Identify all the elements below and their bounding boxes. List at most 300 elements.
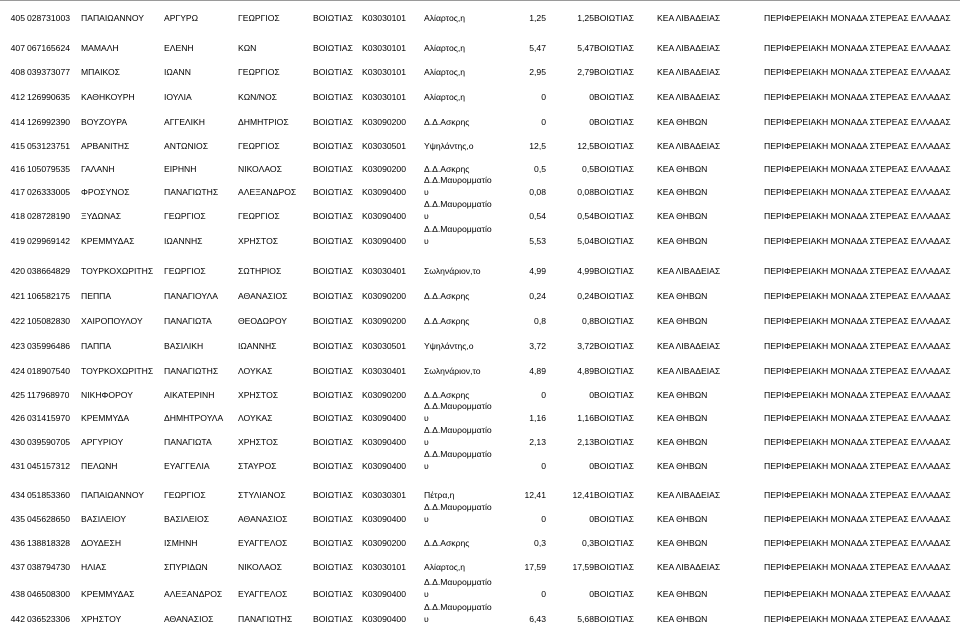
locality-cell: Δ.Δ.Μαυρομματίο (424, 199, 492, 209)
value-1-cell: 5,47 (529, 43, 546, 53)
afm-cell: 045628650 (27, 514, 71, 524)
locality-cell: Αλίαρτος,η (424, 92, 466, 102)
prefecture-cell: ΒΟΙΩΤΙΑΣ (313, 490, 353, 500)
prefecture-cell: ΒΟΙΩΤΙΑΣ (313, 316, 353, 326)
value-2-cell: 4,89 (577, 366, 594, 376)
kea-office-cell: ΚΕΑ ΘΗΒΩΝ (657, 437, 708, 447)
value-2-cell: 17,59 (572, 562, 594, 572)
value-2-cell: 0 (589, 92, 594, 102)
value-1-cell: 0 (541, 390, 546, 400)
value-2-cell: 0 (589, 514, 594, 524)
value-1-cell: 3,72 (529, 341, 546, 351)
prefecture-cell: ΒΟΙΩΤΙΑΣ (313, 13, 353, 23)
area-code-cell: K03090200 (362, 538, 406, 548)
value-1-cell: 0,08 (529, 187, 546, 197)
area-code-cell: K03030501 (362, 341, 406, 351)
afm-cell: 029969142 (27, 236, 71, 246)
father-name-cell: ΑΛΕΞΑΝΔΡΟΣ (238, 187, 297, 197)
area-code-cell: K03090200 (362, 390, 406, 400)
father-name-cell: ΑΘΑΝΑΣΙΟΣ (238, 514, 288, 524)
afm-cell: 117968970 (27, 390, 70, 400)
surname-cell: ΠΑΠΑΙΩΑΝΝΟΥ (81, 490, 144, 500)
first-name-cell: ΕΛΕΝΗ (164, 43, 194, 53)
locality-cell: Δ.Δ.Μαυρομματίο (424, 175, 492, 185)
prefecture-2-cell: ΒΟΙΩΤΙΑΣ (594, 117, 634, 127)
kea-office-cell: ΚΕΑ ΘΗΒΩΝ (657, 413, 708, 423)
value-1-cell: 1,16 (529, 413, 546, 423)
value-1-cell: 0,24 (529, 291, 546, 301)
value-2-cell: 0,24 (577, 291, 594, 301)
area-code-cell: K03090400 (362, 413, 406, 423)
prefecture-cell: ΒΟΙΩΤΙΑΣ (313, 437, 353, 447)
surname-cell: ΓΑΛΑΝΗ (81, 164, 115, 174)
surname-cell: ΚΡΕΜΜΥΔΑ (81, 413, 130, 423)
value-1-cell: 2,95 (529, 67, 546, 77)
first-name-cell: ΑΙΚΑΤΕΡΙΝΗ (164, 390, 215, 400)
first-name-cell: ΒΑΣΙΛΕΙΟΣ (164, 514, 210, 524)
region-cell: ΠΕΡΙΦΕΡΕΙΑΚΗ ΜΟΝΑΔΑ ΣΤΕΡΕΑΣ ΕΛΛΑΔΑΣ (764, 141, 951, 151)
area-code-cell: K03030101 (362, 92, 406, 102)
prefecture-2-cell: ΒΟΙΩΤΙΑΣ (594, 266, 634, 276)
locality-cell-continued: υ (424, 461, 429, 471)
father-name-cell: ΣΩΤΗΡΙΟΣ (238, 266, 282, 276)
region-cell: ΠΕΡΙΦΕΡΕΙΑΚΗ ΜΟΝΑΔΑ ΣΤΕΡΕΑΣ ΕΛΛΑΔΑΣ (764, 92, 951, 102)
father-name-cell: ΓΕΩΡΓΙΟΣ (238, 13, 280, 23)
locality-cell: Δ.Δ.Μαυρομματίο (424, 449, 492, 459)
afm-cell: 039590705 (27, 437, 71, 447)
first-name-cell: ΔΗΜΗΤΡΟΥΛΑ (164, 413, 224, 423)
table-row (0, 449, 960, 472)
prefecture-cell: ΒΟΙΩΤΙΑΣ (313, 236, 353, 246)
prefecture-cell: ΒΟΙΩΤΙΑΣ (313, 366, 353, 376)
locality-cell: Αλίαρτος,η (424, 562, 466, 572)
prefecture-2-cell: ΒΟΙΩΤΙΑΣ (594, 187, 634, 197)
first-name-cell: ΒΑΣΙΛΙΚΗ (164, 341, 204, 351)
value-2-cell: 1,16 (577, 413, 594, 423)
table-row (0, 199, 960, 222)
prefecture-2-cell: ΒΟΙΩΤΙΑΣ (594, 92, 634, 102)
prefecture-2-cell: ΒΟΙΩΤΙΑΣ (594, 341, 634, 351)
kea-office-cell: ΚΕΑ ΛΙΒΑΔΕΙΑΣ (657, 13, 721, 23)
father-name-cell: ΧΡΗΣΤΟΣ (238, 236, 279, 246)
first-name-cell: ΙΩΑΝΝΗΣ (164, 236, 203, 246)
value-1-cell: 17,59 (524, 562, 546, 572)
first-name-cell: ΕΥΑΓΓΕΛΙΑ (164, 461, 210, 471)
prefecture-cell: ΒΟΙΩΤΙΑΣ (313, 141, 353, 151)
top-border (0, 0, 960, 2)
locality-cell-continued: υ (424, 437, 429, 447)
locality-cell: Υψηλάντης,ο (424, 141, 474, 151)
surname-cell: ΠΑΠΑΙΩΑΝΝΟΥ (81, 13, 144, 23)
region-cell: ΠΕΡΙΦΕΡΕΙΑΚΗ ΜΟΝΑΔΑ ΣΤΕΡΕΑΣ ΕΛΛΑΔΑΣ (764, 614, 951, 624)
locality-cell: Υψηλάντης,ο (424, 341, 474, 351)
area-code-cell: K03090200 (362, 291, 406, 301)
prefecture-2-cell: ΒΟΙΩΤΙΑΣ (594, 461, 634, 471)
kea-office-cell: ΚΕΑ ΘΗΒΩΝ (657, 316, 708, 326)
afm-cell: 106582175 (27, 291, 71, 301)
kea-office-cell: ΚΕΑ ΘΗΒΩΝ (657, 614, 708, 624)
table-row (0, 502, 960, 525)
region-cell: ΠΕΡΙΦΕΡΕΙΑΚΗ ΜΟΝΑΔΑ ΣΤΕΡΕΑΣ ΕΛΛΑΔΑΣ (764, 366, 951, 376)
row-number-cell: 414 (10, 117, 25, 127)
value-1-cell: 0 (541, 117, 546, 127)
region-cell: ΠΕΡΙΦΕΡΕΙΑΚΗ ΜΟΝΑΔΑ ΣΤΕΡΕΑΣ ΕΛΛΑΔΑΣ (764, 164, 951, 174)
region-cell: ΠΕΡΙΦΕΡΕΙΑΚΗ ΜΟΝΑΔΑ ΣΤΕΡΕΑΣ ΕΛΛΑΔΑΣ (764, 236, 951, 246)
first-name-cell: ΠΑΝΑΓΙΩΤΗΣ (164, 187, 219, 197)
prefecture-cell: ΒΟΙΩΤΙΑΣ (313, 562, 353, 572)
prefecture-2-cell: ΒΟΙΩΤΙΑΣ (594, 490, 634, 500)
father-name-cell: ΓΕΩΡΓΙΟΣ (238, 141, 280, 151)
row-number-cell: 407 (10, 43, 25, 53)
row-number-cell: 417 (10, 187, 25, 197)
value-1-cell: 12,41 (524, 490, 546, 500)
first-name-cell: ΓΕΩΡΓΙΟΣ (164, 490, 206, 500)
prefecture-2-cell: ΒΟΙΩΤΙΑΣ (594, 13, 634, 23)
table-row (0, 340, 960, 352)
value-2-cell: 0 (589, 117, 594, 127)
father-name-cell: ΠΑΝΑΓΙΩΤΗΣ (238, 614, 293, 624)
afm-cell: 126990635 (27, 92, 71, 102)
prefecture-2-cell: ΒΟΙΩΤΙΑΣ (594, 413, 634, 423)
kea-office-cell: ΚΕΑ ΛΙΒΑΔΕΙΑΣ (657, 141, 721, 151)
value-2-cell: 5,04 (577, 236, 594, 246)
row-number-cell: 423 (10, 341, 25, 351)
surname-cell: ΜΠΑΙΚΟΣ (81, 67, 120, 77)
region-cell: ΠΕΡΙΦΕΡΕΙΑΚΗ ΜΟΝΑΔΑ ΣΤΕΡΕΑΣ ΕΛΛΑΔΑΣ (764, 413, 951, 423)
value-2-cell: 0,54 (577, 211, 594, 221)
surname-cell: ΑΡΒΑΝΙΤΗΣ (81, 141, 130, 151)
surname-cell: ΗΛΙΑΣ (81, 562, 107, 572)
row-number-cell: 420 (10, 266, 25, 276)
kea-office-cell: ΚΕΑ ΘΗΒΩΝ (657, 187, 708, 197)
prefecture-2-cell: ΒΟΙΩΤΙΑΣ (594, 390, 634, 400)
kea-office-cell: ΚΕΑ ΘΗΒΩΝ (657, 461, 708, 471)
value-2-cell: 1,25 (577, 13, 594, 23)
kea-office-cell: ΚΕΑ ΘΗΒΩΝ (657, 291, 708, 301)
area-code-cell: K03090400 (362, 211, 406, 221)
table-row (0, 401, 960, 424)
table-row (0, 42, 960, 54)
table-row (0, 91, 960, 103)
region-cell: ΠΕΡΙΦΕΡΕΙΑΚΗ ΜΟΝΑΔΑ ΣΤΕΡΕΑΣ ΕΛΛΑΔΑΣ (764, 461, 951, 471)
prefecture-cell: ΒΟΙΩΤΙΑΣ (313, 187, 353, 197)
father-name-cell: ΕΥΑΓΓΕΛΟΣ (238, 589, 288, 599)
prefecture-cell: ΒΟΙΩΤΙΑΣ (313, 461, 353, 471)
prefecture-2-cell: ΒΟΙΩΤΙΑΣ (594, 291, 634, 301)
area-code-cell: K03090400 (362, 589, 406, 599)
value-2-cell: 12,41 (572, 490, 594, 500)
value-2-cell: 0,3 (582, 538, 594, 548)
table-row (0, 489, 960, 501)
prefecture-2-cell: ΒΟΙΩΤΙΑΣ (594, 538, 634, 548)
surname-cell: ΚΡΕΜΜΥΔΑΣ (81, 589, 135, 599)
afm-cell: 105082830 (27, 316, 71, 326)
prefecture-cell: ΒΟΙΩΤΙΑΣ (313, 92, 353, 102)
afm-cell: 138818328 (27, 538, 71, 548)
surname-cell: ΚΡΕΜΜΥΔΑΣ (81, 236, 135, 246)
afm-cell: 051853360 (27, 490, 71, 500)
first-name-cell: ΑΡΓΥΡΩ (164, 13, 199, 23)
locality-cell: Δ.Δ.Μαυρομματίο (424, 224, 492, 234)
first-name-cell: ΠΑΝΑΓΙΟΥΛΑ (164, 291, 218, 301)
kea-office-cell: ΚΕΑ ΘΗΒΩΝ (657, 164, 708, 174)
value-1-cell: 1,25 (529, 13, 546, 23)
prefecture-2-cell: ΒΟΙΩΤΙΑΣ (594, 141, 634, 151)
prefecture-cell: ΒΟΙΩΤΙΑΣ (313, 589, 353, 599)
locality-cell: Δ.Δ.Ασκρης (424, 538, 470, 548)
locality-cell: Αλίαρτος,η (424, 43, 466, 53)
locality-cell: Αλίαρτος,η (424, 13, 466, 23)
value-1-cell: 0 (541, 514, 546, 524)
region-cell: ΠΕΡΙΦΕΡΕΙΑΚΗ ΜΟΝΑΔΑ ΣΤΕΡΕΑΣ ΕΛΛΑΔΑΣ (764, 13, 951, 23)
row-number-cell: 430 (10, 437, 25, 447)
row-number-cell: 436 (10, 538, 25, 548)
locality-cell: Δ.Δ.Μαυρομματίο (424, 401, 492, 411)
row-number-cell: 437 (10, 562, 25, 572)
prefecture-cell: ΒΟΙΩΤΙΑΣ (313, 67, 353, 77)
kea-office-cell: ΚΕΑ ΘΗΒΩΝ (657, 211, 708, 221)
region-cell: ΠΕΡΙΦΕΡΕΙΑΚΗ ΜΟΝΑΔΑ ΣΤΕΡΕΑΣ ΕΛΛΑΔΑΣ (764, 562, 951, 572)
kea-office-cell: ΚΕΑ ΘΗΒΩΝ (657, 117, 708, 127)
surname-cell: ΒΟΥΖΟΥΡΑ (81, 117, 128, 127)
prefecture-2-cell: ΒΟΙΩΤΙΑΣ (594, 211, 634, 221)
value-2-cell: 3,72 (577, 341, 594, 351)
kea-office-cell: ΚΕΑ ΛΙΒΑΔΕΙΑΣ (657, 490, 721, 500)
surname-cell: ΚΑΘΗΚΟΥΡΗ (81, 92, 135, 102)
father-name-cell: ΣΤΥΛΙΑΝΟΣ (238, 490, 286, 500)
prefecture-2-cell: ΒΟΙΩΤΙΑΣ (594, 366, 634, 376)
surname-cell: ΠΕΠΠΑ (81, 291, 112, 301)
afm-cell: 038664829 (27, 266, 71, 276)
first-name-cell: ΙΟΥΛΙΑ (164, 92, 192, 102)
row-number-cell: 418 (10, 211, 25, 221)
prefecture-2-cell: ΒΟΙΩΤΙΑΣ (594, 514, 634, 524)
kea-office-cell: ΚΕΑ ΘΗΒΩΝ (657, 589, 708, 599)
region-cell: ΠΕΡΙΦΕΡΕΙΑΚΗ ΜΟΝΑΔΑ ΣΤΕΡΕΑΣ ΕΛΛΑΔΑΣ (764, 490, 951, 500)
table-row (0, 577, 960, 600)
value-2-cell: 0 (589, 390, 594, 400)
prefecture-cell: ΒΟΙΩΤΙΑΣ (313, 43, 353, 53)
father-name-cell: ΧΡΗΣΤΟΣ (238, 437, 279, 447)
father-name-cell: ΚΩΝ/ΝΟΣ (238, 92, 277, 102)
kea-office-cell: ΚΕΑ ΛΙΒΑΔΕΙΑΣ (657, 341, 721, 351)
kea-office-cell: ΚΕΑ ΘΗΒΩΝ (657, 538, 708, 548)
area-code-cell: K03030101 (362, 562, 406, 572)
table-row (0, 365, 960, 377)
value-1-cell: 5,53 (529, 236, 546, 246)
locality-cell: Δ.Δ.Ασκρης (424, 291, 470, 301)
region-cell: ΠΕΡΙΦΕΡΕΙΑΚΗ ΜΟΝΑΔΑ ΣΤΕΡΕΑΣ ΕΛΛΑΔΑΣ (764, 437, 951, 447)
table-row (0, 12, 960, 24)
value-1-cell: 0 (541, 92, 546, 102)
area-code-cell: K03030401 (362, 266, 406, 276)
area-code-cell: K03030301 (362, 490, 406, 500)
surname-cell: ΦΡΟΣΥΝΟΣ (81, 187, 130, 197)
row-number-cell: 435 (10, 514, 25, 524)
kea-office-cell: ΚΕΑ ΛΙΒΑΔΕΙΑΣ (657, 67, 721, 77)
locality-cell: Σωληνάριον,το (424, 366, 481, 376)
afm-cell: 105079535 (27, 164, 71, 174)
row-number-cell: 431 (10, 461, 25, 471)
first-name-cell: ΑΝΤΩΝΙΟΣ (164, 141, 209, 151)
kea-office-cell: ΚΕΑ ΘΗΒΩΝ (657, 390, 708, 400)
area-code-cell: K03090400 (362, 514, 406, 524)
area-code-cell: K03090200 (362, 117, 406, 127)
first-name-cell: ΓΕΩΡΓΙΟΣ (164, 266, 206, 276)
area-code-cell: K03030101 (362, 67, 406, 77)
locality-cell: Δ.Δ.Ασκρης (424, 164, 470, 174)
table-row (0, 66, 960, 78)
afm-cell: 028728190 (27, 211, 71, 221)
father-name-cell: ΘΕΟΔΩΡΟΥ (238, 316, 287, 326)
kea-office-cell: ΚΕΑ ΛΙΒΑΔΕΙΑΣ (657, 92, 721, 102)
prefecture-cell: ΒΟΙΩΤΙΑΣ (313, 514, 353, 524)
area-code-cell: K03030501 (362, 141, 406, 151)
surname-cell: ΑΡΓΥΡΙΟΥ (81, 437, 124, 447)
value-2-cell: 2,79 (577, 67, 594, 77)
value-1-cell: 0,5 (534, 164, 546, 174)
afm-cell: 031415970 (27, 413, 71, 423)
row-number-cell: 422 (10, 316, 25, 326)
table-row (0, 315, 960, 327)
value-2-cell: 2,13 (577, 437, 594, 447)
row-number-cell: 405 (10, 13, 25, 23)
afm-cell: 036523306 (27, 614, 71, 624)
locality-cell: Δ.Δ.Μαυρομματίο (424, 502, 492, 512)
locality-cell: Αλίαρτος,η (424, 67, 466, 77)
table-row (0, 224, 960, 247)
first-name-cell: ΑΓΓΕΛΙΚΗ (164, 117, 205, 127)
row-number-cell: 421 (10, 291, 25, 301)
prefecture-cell: ΒΟΙΩΤΙΑΣ (313, 413, 353, 423)
value-2-cell: 12,5 (577, 141, 594, 151)
value-2-cell: 0 (589, 589, 594, 599)
surname-cell: ΤΟΥΡΚΟΧΩΡΙΤΗΣ (81, 266, 154, 276)
value-1-cell: 4,99 (529, 266, 546, 276)
table-row (0, 537, 960, 549)
region-cell: ΠΕΡΙΦΕΡΕΙΑΚΗ ΜΟΝΑΔΑ ΣΤΕΡΕΑΣ ΕΛΛΑΔΑΣ (764, 316, 951, 326)
region-cell: ΠΕΡΙΦΕΡΕΙΑΚΗ ΜΟΝΑΔΑ ΣΤΕΡΕΑΣ ΕΛΛΑΔΑΣ (764, 211, 951, 221)
afm-cell: 046508300 (27, 589, 71, 599)
prefecture-2-cell: ΒΟΙΩΤΙΑΣ (594, 164, 634, 174)
value-2-cell: 4,99 (577, 266, 594, 276)
afm-cell: 067165624 (27, 43, 71, 53)
area-code-cell: K03090400 (362, 437, 406, 447)
region-cell: ΠΕΡΙΦΕΡΕΙΑΚΗ ΜΟΝΑΔΑ ΣΤΕΡΕΑΣ ΕΛΛΑΔΑΣ (764, 291, 951, 301)
region-cell: ΠΕΡΙΦΕΡΕΙΑΚΗ ΜΟΝΑΔΑ ΣΤΕΡΕΑΣ ΕΛΛΑΔΑΣ (764, 187, 951, 197)
prefecture-2-cell: ΒΟΙΩΤΙΑΣ (594, 589, 634, 599)
prefecture-cell: ΒΟΙΩΤΙΑΣ (313, 341, 353, 351)
father-name-cell: ΙΩΑΝΝΗΣ (238, 341, 277, 351)
row-number-cell: 424 (10, 366, 25, 376)
prefecture-2-cell: ΒΟΙΩΤΙΑΣ (594, 67, 634, 77)
kea-office-cell: ΚΕΑ ΘΗΒΩΝ (657, 236, 708, 246)
row-number-cell: 438 (10, 589, 25, 599)
prefecture-2-cell: ΒΟΙΩΤΙΑΣ (594, 43, 634, 53)
value-1-cell: 2,13 (529, 437, 546, 447)
region-cell: ΠΕΡΙΦΕΡΕΙΑΚΗ ΜΟΝΑΔΑ ΣΤΕΡΕΑΣ ΕΛΛΑΔΑΣ (764, 514, 951, 524)
locality-cell-continued: υ (424, 211, 429, 221)
prefecture-2-cell: ΒΟΙΩΤΙΑΣ (594, 437, 634, 447)
surname-cell: ΞΥΔΩΝΑΣ (81, 211, 122, 221)
row-number-cell: 434 (10, 490, 25, 500)
prefecture-cell: ΒΟΙΩΤΙΑΣ (313, 266, 353, 276)
row-number-cell: 442 (10, 614, 25, 624)
table-row (0, 425, 960, 448)
row-number-cell: 416 (10, 164, 25, 174)
region-cell: ΠΕΡΙΦΕΡΕΙΑΚΗ ΜΟΝΑΔΑ ΣΤΕΡΕΑΣ ΕΛΛΑΔΑΣ (764, 390, 951, 400)
area-code-cell: K03090400 (362, 236, 406, 246)
father-name-cell: ΕΥΑΓΓΕΛΟΣ (238, 538, 288, 548)
region-cell: ΠΕΡΙΦΕΡΕΙΑΚΗ ΜΟΝΑΔΑ ΣΤΕΡΕΑΣ ΕΛΛΑΔΑΣ (764, 43, 951, 53)
value-1-cell: 0,3 (534, 538, 546, 548)
value-1-cell: 0,54 (529, 211, 546, 221)
value-1-cell: 4,89 (529, 366, 546, 376)
surname-cell: ΜΑΜΑΛΗ (81, 43, 119, 53)
first-name-cell: ΠΑΝΑΓΙΩΤΑ (164, 437, 212, 447)
afm-cell: 018907540 (27, 366, 71, 376)
region-cell: ΠΕΡΙΦΕΡΕΙΑΚΗ ΜΟΝΑΔΑ ΣΤΕΡΕΑΣ ΕΛΛΑΔΑΣ (764, 266, 951, 276)
afm-cell: 038794730 (27, 562, 71, 572)
kea-office-cell: ΚΕΑ ΛΙΒΑΔΕΙΑΣ (657, 266, 721, 276)
table-row (0, 116, 960, 128)
area-code-cell: K03090400 (362, 461, 406, 471)
row-number-cell: 425 (10, 390, 25, 400)
locality-cell: Δ.Δ.Ασκρης (424, 316, 470, 326)
first-name-cell: ΑΛΕΞΑΝΔΡΟΣ (164, 589, 223, 599)
value-2-cell: 5,68 (577, 614, 594, 624)
locality-cell-continued: υ (424, 589, 429, 599)
locality-cell-continued: υ (424, 514, 429, 524)
father-name-cell: ΔΗΜΗΤΡΙΟΣ (238, 117, 289, 127)
father-name-cell: ΛΟΥΚΑΣ (238, 413, 273, 423)
afm-cell: 028731003 (27, 13, 71, 23)
surname-cell: ΤΟΥΡΚΟΧΩΡΙΤΗΣ (81, 366, 154, 376)
table-row (0, 290, 960, 302)
value-1-cell: 0 (541, 461, 546, 471)
region-cell: ΠΕΡΙΦΕΡΕΙΑΚΗ ΜΟΝΑΔΑ ΣΤΕΡΕΑΣ ΕΛΛΑΔΑΣ (764, 589, 951, 599)
value-1-cell: 6,43 (529, 614, 546, 624)
prefecture-2-cell: ΒΟΙΩΤΙΑΣ (594, 562, 634, 572)
father-name-cell: ΚΩΝ (238, 43, 257, 53)
prefecture-cell: ΒΟΙΩΤΙΑΣ (313, 538, 353, 548)
first-name-cell: ΠΑΝΑΓΙΩΤΗΣ (164, 366, 219, 376)
area-code-cell: K03030101 (362, 43, 406, 53)
surname-cell: ΠΑΠΠΑ (81, 341, 112, 351)
first-name-cell: ΓΕΩΡΓΙΟΣ (164, 211, 206, 221)
prefecture-2-cell: ΒΟΙΩΤΙΑΣ (594, 316, 634, 326)
afm-cell: 026333005 (27, 187, 71, 197)
father-name-cell: ΣΤΑΥΡΟΣ (238, 461, 277, 471)
prefecture-cell: ΒΟΙΩΤΙΑΣ (313, 117, 353, 127)
value-2-cell: 0,5 (582, 164, 594, 174)
value-1-cell: 0 (541, 589, 546, 599)
area-code-cell: K03090200 (362, 316, 406, 326)
row-number-cell: 419 (10, 236, 25, 246)
first-name-cell: ΠΑΝΑΓΙΩΤΑ (164, 316, 212, 326)
surname-cell: ΔΟΥΔΕΣΗ (81, 538, 122, 548)
prefecture-cell: ΒΟΙΩΤΙΑΣ (313, 390, 353, 400)
value-1-cell: 0,8 (534, 316, 546, 326)
surname-cell: ΒΑΣΙΛΕΙΟΥ (81, 514, 127, 524)
value-2-cell: 5,47 (577, 43, 594, 53)
value-2-cell: 0,8 (582, 316, 594, 326)
locality-cell-continued: υ (424, 614, 429, 624)
value-1-cell: 12,5 (529, 141, 546, 151)
locality-cell: Δ.Δ.Μαυρομματίο (424, 425, 492, 435)
afm-cell: 053123751 (27, 141, 71, 151)
region-cell: ΠΕΡΙΦΕΡΕΙΑΚΗ ΜΟΝΑΔΑ ΣΤΕΡΕΑΣ ΕΛΛΑΔΑΣ (764, 341, 951, 351)
